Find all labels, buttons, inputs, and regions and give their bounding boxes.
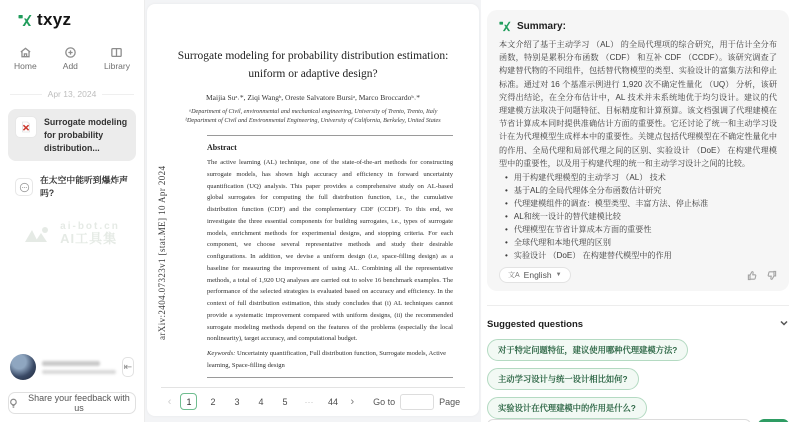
user-account-row[interactable] <box>8 350 136 384</box>
caret-down-icon: ▼ <box>555 272 562 279</box>
feedback-label: Share your feedback with us <box>28 393 130 413</box>
summary-footer <box>499 267 777 283</box>
page-button[interactable]: 2 <box>204 393 221 410</box>
avatar <box>10 354 36 380</box>
summary-bullet: • 实验设计 （DoE） 在构建替代模型中的作用 <box>505 250 672 260</box>
suggested-question-chip[interactable]: 主动学习设计与统一设计相比如何? <box>487 368 639 390</box>
summary-bullet: • 代理建模组件的调查：模型类型、丰富方法、停止标准 <box>505 198 709 208</box>
suggested-questions-heading: Suggested questions <box>487 318 584 330</box>
summary-card <box>487 10 789 291</box>
paper-abstract <box>207 135 453 371</box>
suggested-questions-header[interactable] <box>487 305 789 333</box>
txyz-logo-icon <box>499 20 511 32</box>
watermark-line2: AI工具集 <box>60 230 118 246</box>
page-button[interactable]: 3 <box>228 393 245 410</box>
add-icon <box>64 46 77 59</box>
app-logo-text: txyz <box>37 10 72 29</box>
watermark-line1: ai-bot.cn <box>60 220 120 232</box>
translate-icon: 文A <box>508 272 520 280</box>
pagination-pages <box>180 393 341 410</box>
paper-authors: Maijia Suᵃ˒*, Ziqi Wangᵇ, Oreste Salvatore Bursiᵃ, Marco Broccardoᵇ˒* <box>206 92 420 102</box>
next-page-button[interactable]: › <box>350 395 355 408</box>
page-button[interactable]: ··· <box>300 393 317 410</box>
pdf-viewer <box>145 0 481 422</box>
summary-heading: Summary: <box>517 20 566 32</box>
abstract-text: The active learning (AL) technique, one of the state-of-the-art methods for constructing surrogate models, has shown high accuracy and efficiency in forward uncertainty quantification (UQ) analysis. This paper provides a comprehensive study on AL-based global surrogates for computing the full distribution function, i.e., the cumulative distribution function (CDF) and the complementary CDF (CCDF). To this end, we investigate the three essential components for building surrogates, i.e., types of surrogate models, enrichment methods for experimental designs, and stopping criteria. For each component, we choose several representative methods and study their desirable configurations. In addition, we devise a uniform design (i.e, space-filling design) as a baseline for measuring the improvement of using AL. Combining all the representative methods, a total of 1,920 UQ analyses are carried out to solve 16 benchmark examples. The performance of the selected strategies is evaluated based on accuracy and efficiency. In the context of full distribution estimation, this study concludes that (i) AL techniques cannot provide a systematic improvement compared with uniform designs, (ii) the recommended surrogate modeling methods depend on the features of the problems (especially the local nonlinearity), target accuracy, and computational budget. <box>207 159 453 343</box>
chevron-down-icon[interactable] <box>779 315 789 333</box>
lightbulb-icon <box>9 398 18 409</box>
history-item-title: Surrogate modeling for probability distribution... <box>44 117 128 153</box>
summary-bullet: • 基于AL的全局代理体全分布函数估计研究 <box>505 185 662 195</box>
page-button[interactable]: 5 <box>276 393 293 410</box>
paper-affiliations <box>147 107 479 126</box>
summary-paragraph: 本文介绍了基于主动学习 （AL） 的全局代理项的综合研究，用于估计全分布函数，特别是累积分布函数 （CDF） 和互补 CDF （CCDF）。该研究调查了构建替代物的不同组件，包括替代物模型的类型、实验设计的富集方法和停止标准。通过对 16 个基准示例进行 1,920 次不确定性量化 （UQ） 分析，该研究得出结论，在全分布估计中，AL 技术并未系统地优于均匀设计。建议的代理建模方法取决于问题特征、目标精度和计算预算。该文档强调了代理建模在节省计算成本同时提供准确估计方面的重要性。它还讨论了统一和主动学习设计在为代理模型生成样本中的重要性。关键点包括代理模型在不确定性量化中的作用、全局代理和局部代理之间的区别、实验设计 （DoE） 在构建代理模型中的重要性，以及用于构建代理的统一和主动学习设计之间的比较。 <box>499 40 777 168</box>
goto-page-group <box>373 394 460 410</box>
keywords-text: Uncertainty quantification, Full distribution function, Surrogate models, Active learning, Space-filling design <box>207 349 447 369</box>
summary-bullet: • 代理模型在节省计算成本方面的重要性 <box>505 224 652 234</box>
page-label: Page <box>439 396 461 407</box>
collapse-sidebar-button[interactable] <box>122 357 134 377</box>
goto-page-input[interactable] <box>400 394 434 410</box>
arxiv-stamp: arXiv:2404.07323v1 [stat.ME] 10 Apr 2024 <box>157 165 167 341</box>
sidebar-nav <box>14 46 130 71</box>
history-item-title: 在太空中能听到爆炸声吗? <box>40 175 128 198</box>
goto-label: Go to <box>373 396 396 407</box>
paper-keywords <box>207 348 453 371</box>
nav-home[interactable] <box>14 46 37 71</box>
nav-add[interactable] <box>63 46 78 71</box>
thumbs-up-icon[interactable] <box>747 270 758 281</box>
pagination-bar <box>161 387 465 416</box>
history-item-paper[interactable] <box>8 109 136 161</box>
keywords-label: Keywords: <box>207 349 236 357</box>
user-name-email-blurred <box>42 361 116 374</box>
paper-affiliation-2: ᵇDepartment of Civil and Environmental Engineering, University of California, Berkeley, United States <box>185 116 441 124</box>
nav-add-label: Add <box>62 61 78 71</box>
pdf-page <box>147 4 479 416</box>
feedback-button[interactable] <box>8 392 136 414</box>
app-logo[interactable] <box>8 10 136 30</box>
page-button[interactable]: 44 <box>324 393 341 410</box>
suggested-question-chip[interactable]: 对于特定问题特征，建议使用哪种代理建模方法? <box>487 339 688 361</box>
nav-library[interactable] <box>104 46 130 71</box>
summary-header <box>499 20 777 32</box>
suggested-question-chip[interactable]: 实验设计在代理建模中的作用是什么? <box>487 397 647 419</box>
summary-bullet: • 全球代理和本地代理的区别 <box>505 237 611 247</box>
chat-icon <box>15 178 33 196</box>
thumbs-down-icon[interactable] <box>766 270 777 281</box>
watermark-logo-icon <box>24 222 54 244</box>
suggested-question-chips <box>487 339 789 419</box>
summary-bullet: • AL和统一设计的替代建模比较 <box>505 211 621 221</box>
history-date-divider: Apr 13, 2024 <box>10 89 134 99</box>
txyz-logo-icon <box>18 13 32 27</box>
library-icon <box>110 46 123 59</box>
paper-affiliation-1: ᵃDepartment of Civil, environmental and mechanical engineering, University of Trento, Trento, Italy <box>188 107 438 115</box>
abstract-divider <box>207 377 453 378</box>
pdf-icon <box>15 116 37 138</box>
pdf-page-body[interactable] <box>147 4 479 387</box>
history-item-chat[interactable] <box>8 167 136 207</box>
nav-library-label: Library <box>104 61 130 71</box>
page-button[interactable]: 1 <box>180 393 197 410</box>
language-label: English <box>523 270 552 281</box>
nav-home-label: Home <box>14 61 37 71</box>
summary-bullet: • 用于构建代理模型的主动学习 （AL） 技术 <box>505 172 666 182</box>
home-icon <box>19 46 32 59</box>
rating-icons <box>747 270 777 281</box>
abstract-heading: Abstract <box>207 143 237 153</box>
watermark <box>8 221 136 246</box>
page-button[interactable]: 4 <box>252 393 269 410</box>
language-selector[interactable] <box>499 267 571 283</box>
collapse-icon: ⇤ <box>123 361 133 373</box>
sidebar <box>0 0 145 422</box>
prev-page-button[interactable]: ‹ <box>167 395 172 408</box>
assistant-panel <box>481 0 800 422</box>
paper-title: Surrogate modeling for probability distribution estimation: uniform or adaptive design? <box>177 50 449 80</box>
summary-bullets <box>499 172 777 263</box>
